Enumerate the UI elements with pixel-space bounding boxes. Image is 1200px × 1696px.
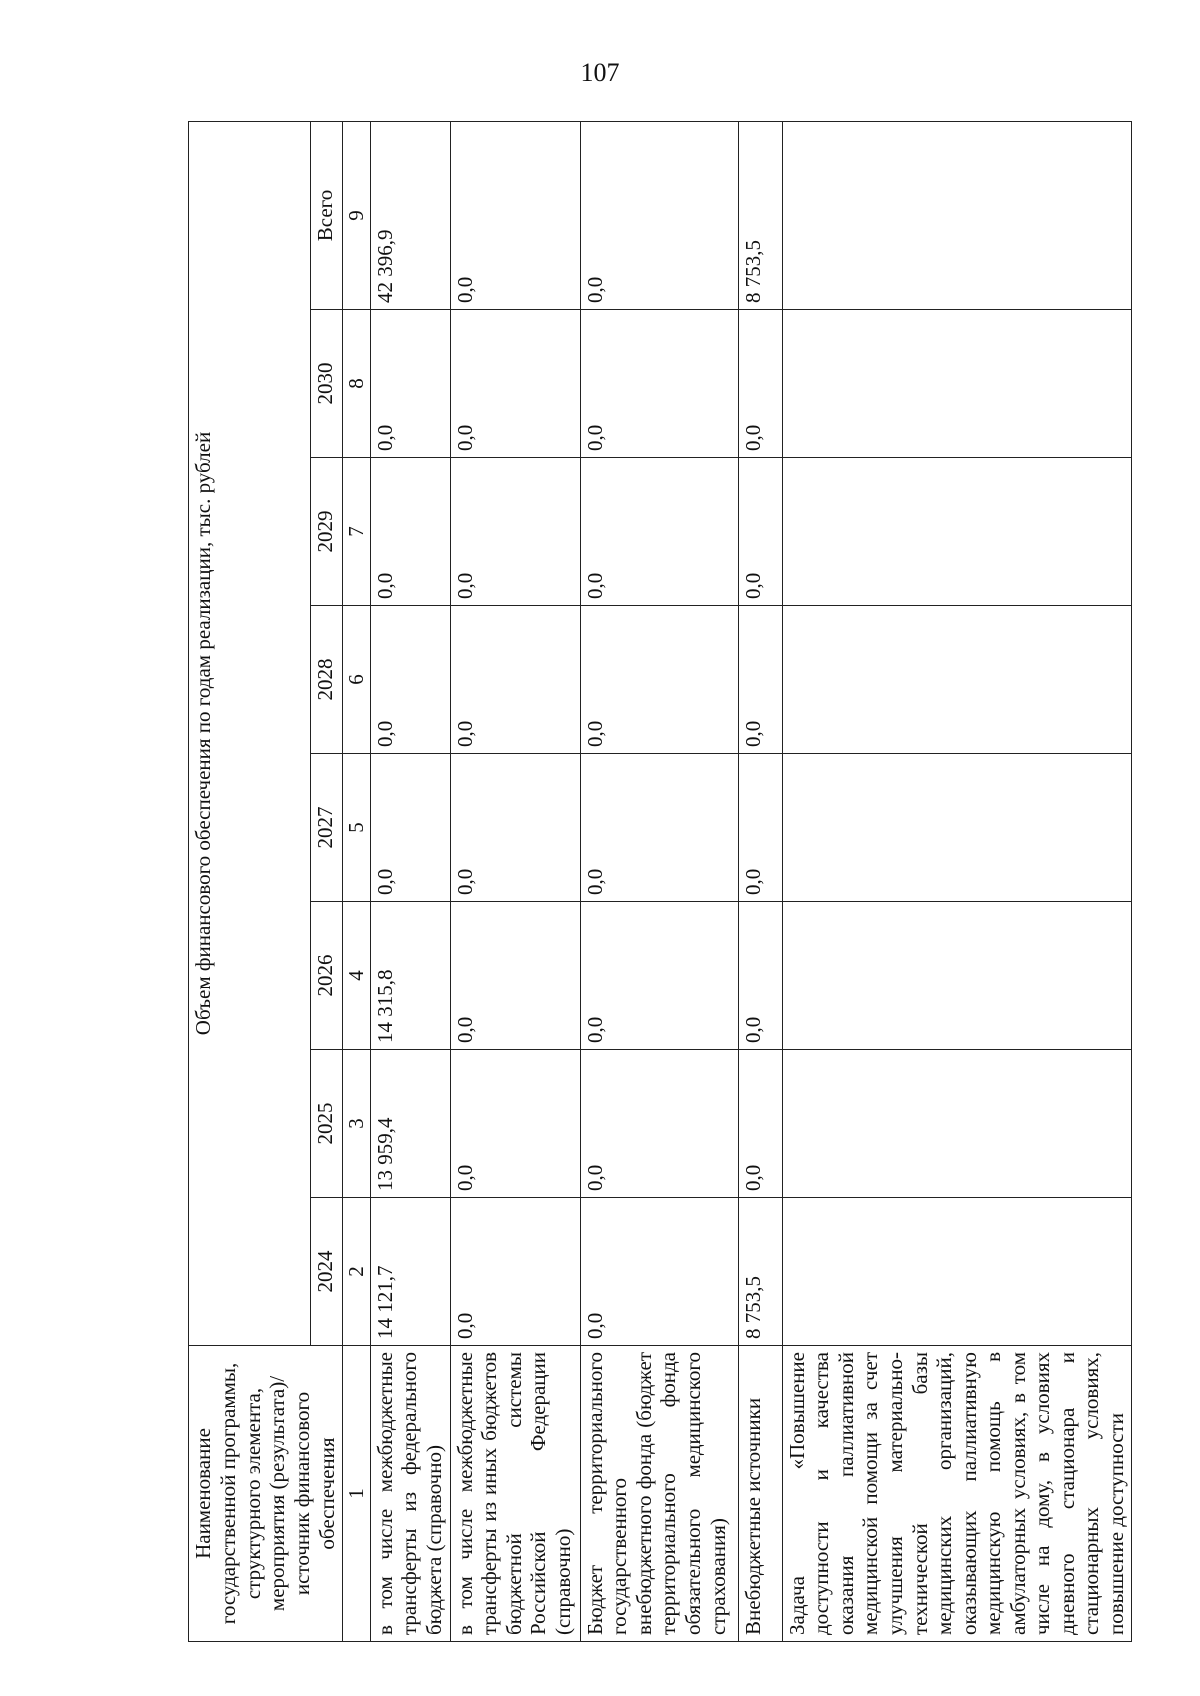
value-cell: 0,0 xyxy=(370,754,450,902)
header-year: 2026 xyxy=(311,902,342,1050)
value-cell: 0,0 xyxy=(738,606,782,754)
value-cell: 0,0 xyxy=(738,310,782,458)
value-cell xyxy=(782,121,1131,309)
value-cell: 0,0 xyxy=(580,121,738,309)
financing-table-rotated xyxy=(188,122,1128,1642)
column-number: 9 xyxy=(342,121,370,309)
header-year: 2030 xyxy=(311,310,342,458)
table-row xyxy=(450,121,580,1641)
column-number: 4 xyxy=(342,902,370,1050)
header-year: 2028 xyxy=(311,606,342,754)
row-name: Задача «Повышение доступности и качества оказания паллиативной медицинской помощи за счет улучшения материально-технической базы медицинских организаций, оказывающих паллиативную медицинскую помощь в амбулаторных условиях, в том числе на дому, в условиях дневного стационара и стационарных условиях, повышение доступности xyxy=(782,1346,1131,1642)
row-name: Внебюджетные источники xyxy=(738,1346,782,1642)
value-cell: 0,0 xyxy=(738,458,782,606)
header-name-column: Наименование государственной программы, структурного элемента, мероприятия (результата)/источник финансового обеспечения xyxy=(189,1346,343,1642)
value-cell: 0,0 xyxy=(450,902,580,1050)
value-cell: 0,0 xyxy=(450,1050,580,1198)
column-number: 3 xyxy=(342,1050,370,1198)
value-cell: 0,0 xyxy=(450,310,580,458)
header-year: 2027 xyxy=(311,754,342,902)
header-year: 2024 xyxy=(311,1198,342,1346)
value-cell: 0,0 xyxy=(580,1198,738,1346)
value-cell: 0,0 xyxy=(450,606,580,754)
value-cell: 8 753,5 xyxy=(738,121,782,309)
row-name: Бюджет территориального государственного внебюджетного фонда (бюджет территориального фонда обязательного медицинского страхования) xyxy=(580,1346,738,1642)
value-cell: 0,0 xyxy=(580,606,738,754)
value-cell: 0,0 xyxy=(580,902,738,1050)
value-cell xyxy=(782,1050,1131,1198)
value-cell xyxy=(782,902,1131,1050)
value-cell: 0,0 xyxy=(450,1198,580,1346)
value-cell: 0,0 xyxy=(738,1050,782,1198)
header-financing-group: Объем финансового обеспечения по годам реализации, тыс. рублей xyxy=(189,121,311,1345)
value-cell xyxy=(782,1198,1131,1346)
value-cell: 0,0 xyxy=(580,458,738,606)
column-number: 2 xyxy=(342,1198,370,1346)
value-cell: 8 753,5 xyxy=(738,1198,782,1346)
value-cell xyxy=(782,606,1131,754)
value-cell: 14 315,8 xyxy=(370,902,450,1050)
value-cell xyxy=(782,458,1131,606)
table-row xyxy=(782,121,1131,1641)
financing-table xyxy=(188,121,1132,1642)
value-cell: 0,0 xyxy=(370,606,450,754)
column-number: 7 xyxy=(342,458,370,606)
value-cell: 0,0 xyxy=(580,754,738,902)
value-cell: 0,0 xyxy=(450,458,580,606)
column-number: 1 xyxy=(342,1346,370,1642)
value-cell: 0,0 xyxy=(580,1050,738,1198)
value-cell: 13 959,4 xyxy=(370,1050,450,1198)
column-number: 5 xyxy=(342,754,370,902)
value-cell: 14 121,7 xyxy=(370,1198,450,1346)
value-cell: 0,0 xyxy=(738,902,782,1050)
value-cell: 0,0 xyxy=(370,458,450,606)
header-year: 2025 xyxy=(311,1050,342,1198)
table-row xyxy=(738,121,782,1641)
page-number: 107 xyxy=(580,58,620,87)
value-cell: 0,0 xyxy=(450,121,580,309)
column-number: 8 xyxy=(342,310,370,458)
table-row xyxy=(370,121,450,1641)
value-cell: 0,0 xyxy=(370,310,450,458)
value-cell: 0,0 xyxy=(450,754,580,902)
value-cell: 0,0 xyxy=(738,754,782,902)
header-total: Всего xyxy=(311,121,342,309)
row-name: в том числе межбюджетные трансферты из иных бюджетов бюджетной системы Российской Федерации (справочно) xyxy=(450,1346,580,1642)
table-row xyxy=(580,121,738,1641)
header-year: 2029 xyxy=(311,458,342,606)
value-cell xyxy=(782,310,1131,458)
value-cell: 0,0 xyxy=(580,310,738,458)
value-cell xyxy=(782,754,1131,902)
row-name: в том числе межбюджетные трансферты из федерального бюджета (справочно) xyxy=(370,1346,450,1642)
value-cell: 42 396,9 xyxy=(370,121,450,309)
column-number: 6 xyxy=(342,606,370,754)
